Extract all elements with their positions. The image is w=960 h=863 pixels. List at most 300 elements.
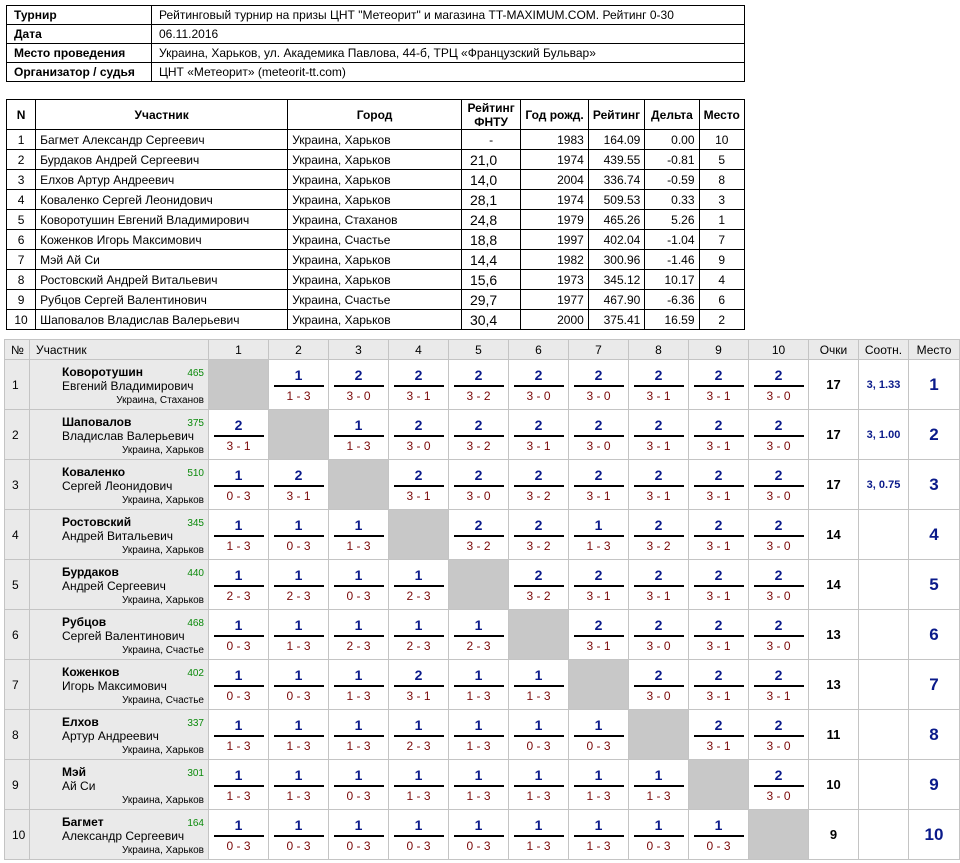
match-score: 3 - 1 [586,488,611,503]
score-divider [394,835,444,837]
col-fntu-line2: ФНТУ [474,114,508,129]
match-cell [749,410,809,460]
participant-given-name: Евгений Владимирович [62,379,194,393]
match-cell [269,660,329,710]
match-score: 3 - 1 [586,588,611,603]
match-points: 1 [234,566,243,583]
match-result [209,767,268,803]
match-cell [389,460,449,510]
match-points: 2 [414,416,423,433]
participant-rating: 402.04 [588,230,645,250]
match-result [749,617,808,653]
match-cell [389,660,449,710]
total-points: 13 [809,660,859,710]
match-result [329,817,388,853]
score-divider [214,585,264,587]
participant-given-name: Андрей Витальевич [62,529,174,543]
match-points: 2 [594,566,603,583]
match-result [209,417,268,453]
match-result [569,417,628,453]
match-score: 3 - 1 [706,438,731,453]
match-points: 1 [354,816,363,833]
match-result [509,717,568,753]
match-result [689,667,748,703]
match-cell [509,760,569,810]
match-score: 0 - 3 [346,788,371,803]
total-points: 17 [809,360,859,410]
match-points: 1 [654,766,663,783]
match-score: 0 - 3 [286,538,311,553]
match-points: 1 [234,766,243,783]
match-cell [449,710,509,760]
participants-header-row [7,100,745,130]
col-fntu [461,100,520,130]
match-cell [449,510,509,560]
score-divider [454,485,504,487]
score-divider [274,785,324,787]
score-divider [634,585,684,587]
participant-row [7,130,745,150]
match-score: 0 - 3 [286,838,311,853]
participant-surname: Елхов [62,715,99,729]
match-result [329,617,388,653]
match-points: 1 [714,816,723,833]
match-score: 0 - 3 [226,688,251,703]
participant-row [7,290,745,310]
match-score: 3 - 1 [646,388,671,403]
total-points: 10 [809,760,859,810]
cross-table [4,339,960,860]
match-result [509,667,568,703]
score-divider [574,785,624,787]
participant-name: Шаповалов Владислав Валерьевич [36,310,288,330]
match-result [269,767,328,803]
participant-city: Украина, Харьков [122,595,204,606]
cross-participant [30,360,209,410]
match-cell [269,610,329,660]
participant-fntu: 30,4 [461,310,520,330]
match-result [509,567,568,603]
match-score: 3 - 1 [646,588,671,603]
participant-given-name: Андрей Сергеевич [62,579,166,593]
match-result [449,817,508,853]
match-result [389,617,448,653]
cross-row-number: 7 [5,660,30,710]
match-result [209,667,268,703]
score-divider [334,635,384,637]
match-points: 2 [474,416,483,433]
cross-participant [30,710,209,760]
match-result [569,567,628,603]
participant-city: Украина, Харьков [288,150,462,170]
cross-row-number: 2 [5,410,30,460]
participant-city: Украина, Харьков [288,170,462,190]
match-cell [329,610,389,660]
match-points: 1 [354,666,363,683]
match-points: 2 [654,516,663,533]
cross-participant [30,410,209,460]
match-points: 2 [474,366,483,383]
match-score: 1 - 3 [466,738,491,753]
match-points: 2 [534,516,543,533]
cross-col-place: Место [909,340,960,360]
participant-surname: Коженков [62,665,120,679]
match-result [449,667,508,703]
participant-delta: -0.81 [645,150,699,170]
match-result [629,367,688,403]
match-points: 1 [234,616,243,633]
score-divider [634,835,684,837]
match-cell [329,810,389,860]
match-score: 3 - 0 [466,488,491,503]
score-divider [454,435,504,437]
match-result [209,567,268,603]
match-score: 3 - 2 [466,388,491,403]
cross-col-opponent: 7 [569,340,629,360]
match-cell [569,710,629,760]
participant-rating: 336.74 [588,170,645,190]
score-divider [514,435,564,437]
match-score: 3 - 0 [766,588,791,603]
match-points: 1 [414,766,423,783]
match-score: 1 - 3 [526,838,551,853]
final-place: 2 [909,410,960,460]
participant-city: Украина, Счастье [288,290,462,310]
match-result [569,817,628,853]
info-row [7,25,745,44]
match-cell [629,460,689,510]
match-result [749,417,808,453]
match-score: 3 - 2 [526,588,551,603]
final-place: 1 [909,360,960,410]
total-points: 9 [809,810,859,860]
participant-given-name: Александр Сергеевич [62,829,185,843]
match-points: 1 [474,816,483,833]
match-score: 3 - 1 [706,588,731,603]
match-score: 2 - 3 [466,638,491,653]
match-cell [749,560,809,610]
cross-col-points: Очки [809,340,859,360]
match-result [749,567,808,603]
final-place: 6 [909,610,960,660]
participant-city: Украина, Харьков [288,310,462,330]
match-cell [269,760,329,810]
participant-surname: Бурдаков [62,565,119,579]
match-result [449,617,508,653]
match-points: 1 [294,516,303,533]
match-cell [509,360,569,410]
match-score: 3 - 1 [586,638,611,653]
final-place: 9 [909,760,960,810]
match-result [749,767,808,803]
match-score: 3 - 0 [766,738,791,753]
score-divider [694,485,744,487]
participant-rating: 345.12 [588,270,645,290]
tiebreak [859,710,909,760]
match-points: 1 [474,616,483,633]
diagonal-cell [389,510,449,560]
participant-city: Украина, Харьков [288,250,462,270]
cross-participant [30,610,209,660]
tiebreak [859,760,909,810]
match-score: 1 - 3 [406,788,431,803]
match-result [509,367,568,403]
cross-col-tiebreak: Соотн. [859,340,909,360]
participant-n: 8 [7,270,36,290]
participant-delta: -0.59 [645,170,699,190]
match-score: 3 - 1 [646,488,671,503]
match-points: 1 [294,816,303,833]
match-result [689,517,748,553]
match-cell [329,710,389,760]
match-cell [329,510,389,560]
participant-surname: Ростовский [62,515,132,529]
match-cell [569,360,629,410]
match-cell [449,410,509,460]
score-divider [214,435,264,437]
match-score: 0 - 3 [406,838,431,853]
match-points: 1 [414,566,423,583]
total-points: 14 [809,560,859,610]
match-score: 1 - 3 [586,838,611,853]
match-score: 1 - 3 [346,538,371,553]
match-points: 2 [774,716,783,733]
match-result [689,367,748,403]
cross-row [5,460,960,510]
match-result [509,417,568,453]
match-cell [629,410,689,460]
match-points: 1 [234,666,243,683]
cross-row-number: 5 [5,560,30,610]
tournament-info-table [6,5,745,82]
match-cell [329,360,389,410]
total-points: 17 [809,460,859,510]
match-score: 1 - 3 [226,538,251,553]
match-score: 3 - 0 [766,488,791,503]
match-result [689,617,748,653]
score-divider [574,435,624,437]
score-divider [634,485,684,487]
participant-name: Елхов Артур Андреевич [36,170,288,190]
match-score: 0 - 3 [226,488,251,503]
cross-participant [30,510,209,560]
cross-row-number: 1 [5,360,30,410]
match-score: 3 - 2 [526,538,551,553]
score-divider [394,735,444,737]
match-points: 2 [414,666,423,683]
match-points: 1 [294,566,303,583]
cross-row [5,660,960,710]
match-result [749,367,808,403]
match-result [569,717,628,753]
match-cell [689,810,749,860]
match-score: 2 - 3 [406,638,431,653]
score-divider [754,535,804,537]
match-points: 2 [534,416,543,433]
score-divider [394,385,444,387]
match-points: 2 [714,516,723,533]
cross-participant [30,560,209,610]
participant-name: Коженков Игорь Максимович [36,230,288,250]
match-cell [689,460,749,510]
match-cell [209,510,269,560]
participant-city: Украина, Харьков [122,545,204,556]
match-cell [269,360,329,410]
info-row [7,6,745,25]
participant-fntu: 18,8 [461,230,520,250]
match-cell [689,660,749,710]
cross-row [5,510,960,560]
match-cell [389,410,449,460]
participant-place: 9 [699,250,744,270]
score-divider [394,785,444,787]
match-result [749,467,808,503]
participant-year: 1983 [521,130,589,150]
match-cell [689,610,749,660]
score-divider [634,685,684,687]
match-cell [389,610,449,660]
match-score: 0 - 3 [706,838,731,853]
score-divider [514,585,564,587]
match-score: 3 - 2 [466,438,491,453]
match-score: 1 - 3 [466,688,491,703]
participant-n: 9 [7,290,36,310]
diagonal-cell [629,710,689,760]
participant-rating: 301 [187,768,204,779]
cross-col-opponent: 8 [629,340,689,360]
participant-city: Украина, Харьков [288,130,462,150]
info-value: 06.11.2016 [152,25,745,44]
match-result [389,667,448,703]
match-score: 3 - 2 [466,538,491,553]
match-result [449,367,508,403]
score-divider [754,435,804,437]
match-score: 3 - 1 [406,488,431,503]
match-score: 0 - 3 [466,838,491,853]
score-divider [574,635,624,637]
participant-name: Бурдаков Андрей Сергеевич [36,150,288,170]
match-result [629,417,688,453]
match-result [449,417,508,453]
participant-place: 5 [699,150,744,170]
match-cell [629,360,689,410]
match-cell [749,710,809,760]
cross-col-opponent: 3 [329,340,389,360]
participant-row [7,310,745,330]
match-cell [389,760,449,810]
participant-place: 2 [699,310,744,330]
cross-row [5,710,960,760]
match-cell [569,810,629,860]
score-divider [214,535,264,537]
match-cell [209,760,269,810]
match-points: 1 [294,366,303,383]
participant-rating: 509.53 [588,190,645,210]
participant-year: 2004 [521,170,589,190]
match-score: 1 - 3 [646,788,671,803]
col-n: N [7,100,36,130]
participant-n: 1 [7,130,36,150]
match-result [389,567,448,603]
match-result [209,467,268,503]
tiebreak: 3, 1.33 [859,360,909,410]
match-result [629,817,688,853]
match-cell [509,510,569,560]
score-divider [694,835,744,837]
match-cell [329,760,389,810]
match-cell [749,360,809,410]
score-divider [394,485,444,487]
col-fntu-line1: Рейтинг [467,100,515,115]
match-result [689,467,748,503]
participant-n: 7 [7,250,36,270]
match-cell [629,660,689,710]
match-cell [269,810,329,860]
participant-name: Ростовский Андрей Витальевич [36,270,288,290]
match-points: 2 [774,516,783,533]
match-cell [749,610,809,660]
score-divider [574,385,624,387]
score-divider [334,435,384,437]
match-score: 1 - 3 [226,788,251,803]
match-score: 1 - 3 [346,738,371,753]
match-result [209,817,268,853]
match-points: 2 [774,666,783,683]
info-value: Украина, Харьков, ул. Академика Павлова, 44-б, ТРЦ «Французский Бульвар» [152,44,745,63]
match-result [629,567,688,603]
match-points: 1 [414,616,423,633]
final-place: 5 [909,560,960,610]
score-divider [694,585,744,587]
match-result [749,517,808,553]
match-points: 2 [294,466,303,483]
match-cell [269,560,329,610]
match-result [389,367,448,403]
score-divider [274,585,324,587]
score-divider [754,385,804,387]
match-points: 2 [714,416,723,433]
match-cell [689,710,749,760]
score-divider [394,685,444,687]
cross-col-opponent: 1 [209,340,269,360]
match-score: 3 - 1 [526,438,551,453]
participant-delta: -6.36 [645,290,699,310]
total-points: 17 [809,410,859,460]
match-points: 2 [774,566,783,583]
score-divider [634,635,684,637]
tiebreak [859,610,909,660]
match-points: 2 [774,766,783,783]
final-place: 4 [909,510,960,560]
match-score: 3 - 0 [766,538,791,553]
match-result [689,567,748,603]
match-points: 2 [234,416,243,433]
match-points: 1 [234,716,243,733]
col-rating: Рейтинг [588,100,645,130]
match-score: 3 - 2 [526,488,551,503]
score-divider [574,535,624,537]
match-result [569,517,628,553]
match-result [629,467,688,503]
match-points: 2 [714,566,723,583]
participant-year: 2000 [521,310,589,330]
cross-row [5,610,960,660]
match-cell [569,610,629,660]
match-cell [629,510,689,560]
participant-year: 1974 [521,150,589,170]
score-divider [334,735,384,737]
match-cell [749,660,809,710]
